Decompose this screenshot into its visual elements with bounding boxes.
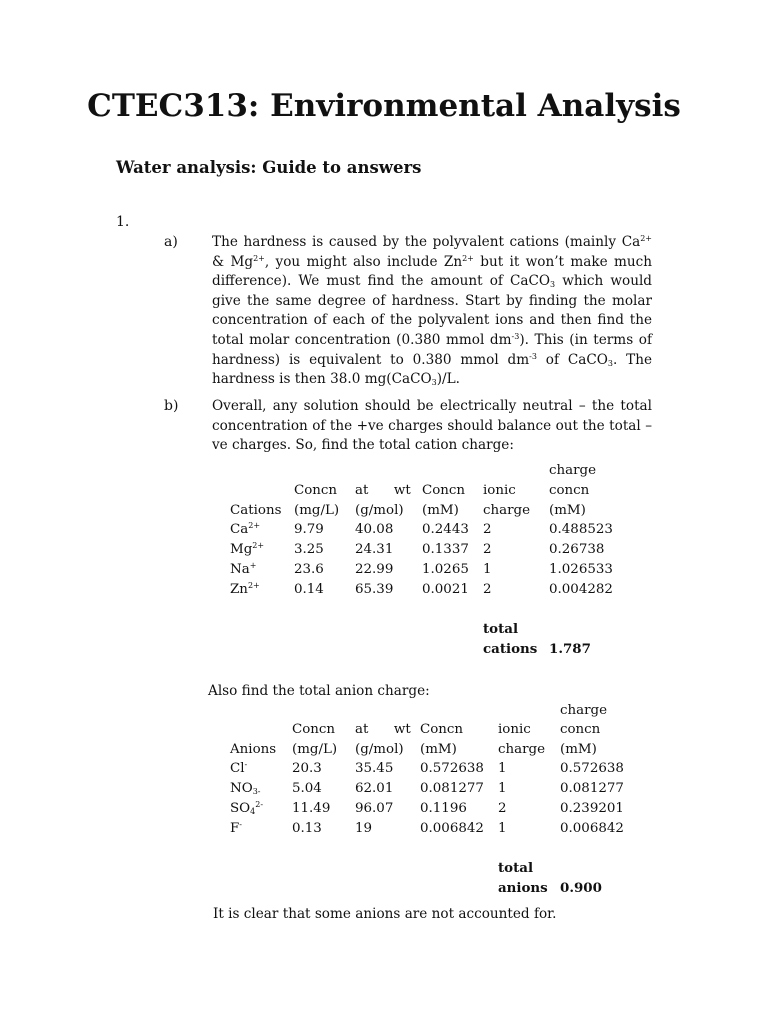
cell-mgl: 20.3: [292, 761, 322, 776]
cations-total-name: cations: [483, 641, 538, 657]
anions-header-concn3: concn: [560, 722, 601, 737]
cell-charge: 2: [483, 542, 492, 557]
anions-header-atwt: at wt: [355, 722, 411, 737]
cell-wt: 24.31: [355, 542, 394, 557]
anions-header-name: Anions: [230, 742, 277, 757]
cell-cc: 0.488523: [549, 522, 613, 537]
anions-header-mm2: (mM): [560, 742, 597, 757]
anions-total-name: anions: [498, 880, 548, 896]
cell-mgl: 0.13: [292, 821, 322, 836]
anion-intro: Also find the total anion charge:: [208, 683, 430, 699]
part-a-paragraph: The hardness is caused by the polyvalent cations (mainly $Ca^{2+}$ & $Mg^{2+}$, you might also include $Zn^{2+}$ but it won’t make much difference). We must find the amount of CaCO$_3$ which would give the same degree of hardness. Start by finding the molar concentration of each of the polyvalent ions and then find the total molar concentration (0.380 mmol $dm^{-3}$). This (in terms of hardness) is equivalent to 0.380 mmol $dm^{-3}$ of CaCO$_3$. The hardness is then 38.0 mg(CaCO$_3$)/L.: [212, 234, 653, 388]
ion-cell: $Ca^{2+}$: [230, 521, 261, 537]
cell-mm: 0.081277: [420, 781, 484, 796]
cell-wt: 62.01: [355, 781, 394, 796]
conclusion: It is clear that some anions are not accounted for.: [213, 906, 557, 922]
cell-mm: 0.572638: [420, 761, 484, 776]
cell-cc: 0.081277: [560, 781, 624, 796]
cell-charge: 1: [498, 761, 507, 776]
cell-wt: 40.08: [355, 522, 394, 537]
cations-header-mgl: (mg/L): [294, 503, 340, 518]
cations-header-charge: charge: [549, 463, 597, 478]
cations-header-chargecol: charge: [483, 503, 531, 518]
cell-wt: 35.45: [355, 761, 394, 776]
cell-cc: 0.26738: [549, 542, 605, 557]
ion-cell: F-: [230, 820, 242, 836]
cell-cc: 0.239201: [560, 801, 624, 816]
part-b-label: b): [164, 398, 179, 414]
cell-wt: 19: [355, 821, 373, 836]
cations-header-concn2: Concn: [422, 483, 466, 498]
anions-header-chargecol: charge: [498, 742, 546, 757]
cell-mgl: 3.25: [294, 542, 324, 557]
cations-header-name: Cations: [230, 503, 282, 518]
cell-wt: 96.07: [355, 801, 394, 816]
anions-header-concn2: Concn: [420, 722, 464, 737]
cations-header-concn: Concn: [294, 483, 338, 498]
question-number: 1.: [116, 214, 130, 230]
cell-mm: 0.1337: [422, 542, 469, 557]
cell-cc: 0.006842: [560, 821, 624, 836]
anions-header-charge: charge: [560, 703, 608, 718]
anions-header-concn: Concn: [292, 722, 336, 737]
cell-cc: 1.026533: [549, 562, 613, 577]
ion-cell: Cl-: [230, 760, 248, 776]
subtitle: Water analysis: Guide to answers: [116, 158, 422, 177]
cell-wt: 22.99: [355, 562, 394, 577]
cell-mm: 0.006842: [420, 821, 484, 836]
cell-charge: 1: [498, 781, 507, 796]
anions-total-label: total: [498, 860, 534, 876]
cations-header-concn3: concn: [549, 483, 590, 498]
cell-mm: 0.2443: [422, 522, 469, 537]
part-a-label: a): [164, 234, 178, 250]
cell-charge: 1: [483, 562, 492, 577]
anions-header-ionic: ionic: [498, 722, 531, 737]
ion-cell: $Mg^{2+}$: [230, 541, 265, 557]
cations-header-gmol: (g/mol): [355, 503, 404, 518]
ion-cell: $Zn^{2+}$: [230, 581, 260, 597]
anions-header-mm: (mM): [420, 742, 457, 757]
page-title: CTEC313: Environmental Analysis: [87, 88, 681, 124]
cations-header-mm2: (mM): [549, 503, 586, 518]
cations-total-value: 1.787: [549, 641, 591, 657]
part-b-paragraph: Overall, any solution should be electrically neutral – the total concentration of the +ve charges should balance out the total –ve charges. So, find the total cation charge:: [212, 398, 652, 454]
cell-charge: 2: [498, 801, 507, 816]
cell-mgl: 23.6: [294, 562, 324, 577]
cell-cc: 0.572638: [560, 761, 624, 776]
anions-header-gmol: (g/mol): [355, 742, 404, 757]
anions-total-value: 0.900: [560, 880, 602, 896]
cell-wt: 65.39: [355, 582, 394, 597]
cations-header-mm: (mM): [422, 503, 459, 518]
cell-charge: 2: [483, 522, 492, 537]
cell-charge: 1: [498, 821, 507, 836]
cations-header-atwt: at wt: [355, 483, 411, 498]
cell-mm: 0.0021: [422, 582, 469, 597]
cell-mgl: 5.04: [292, 781, 322, 796]
ion-cell: $SO_4^{2-}$: [230, 800, 264, 816]
cell-mgl: 11.49: [292, 801, 331, 816]
cations-total-label: total: [483, 621, 519, 637]
cell-mm: 0.1196: [420, 801, 467, 816]
cell-mgl: 0.14: [294, 582, 324, 597]
cell-mgl: 9.79: [294, 522, 324, 537]
ion-cell: Na+: [230, 561, 257, 577]
cations-header-ionic: ionic: [483, 483, 516, 498]
anions-header-mgl: (mg/L): [292, 742, 338, 757]
cell-mm: 1.0265: [422, 562, 469, 577]
cell-cc: 0.004282: [549, 582, 613, 597]
cell-charge: 2: [483, 582, 492, 597]
ion-cell: $NO_{3-}$: [230, 781, 261, 796]
